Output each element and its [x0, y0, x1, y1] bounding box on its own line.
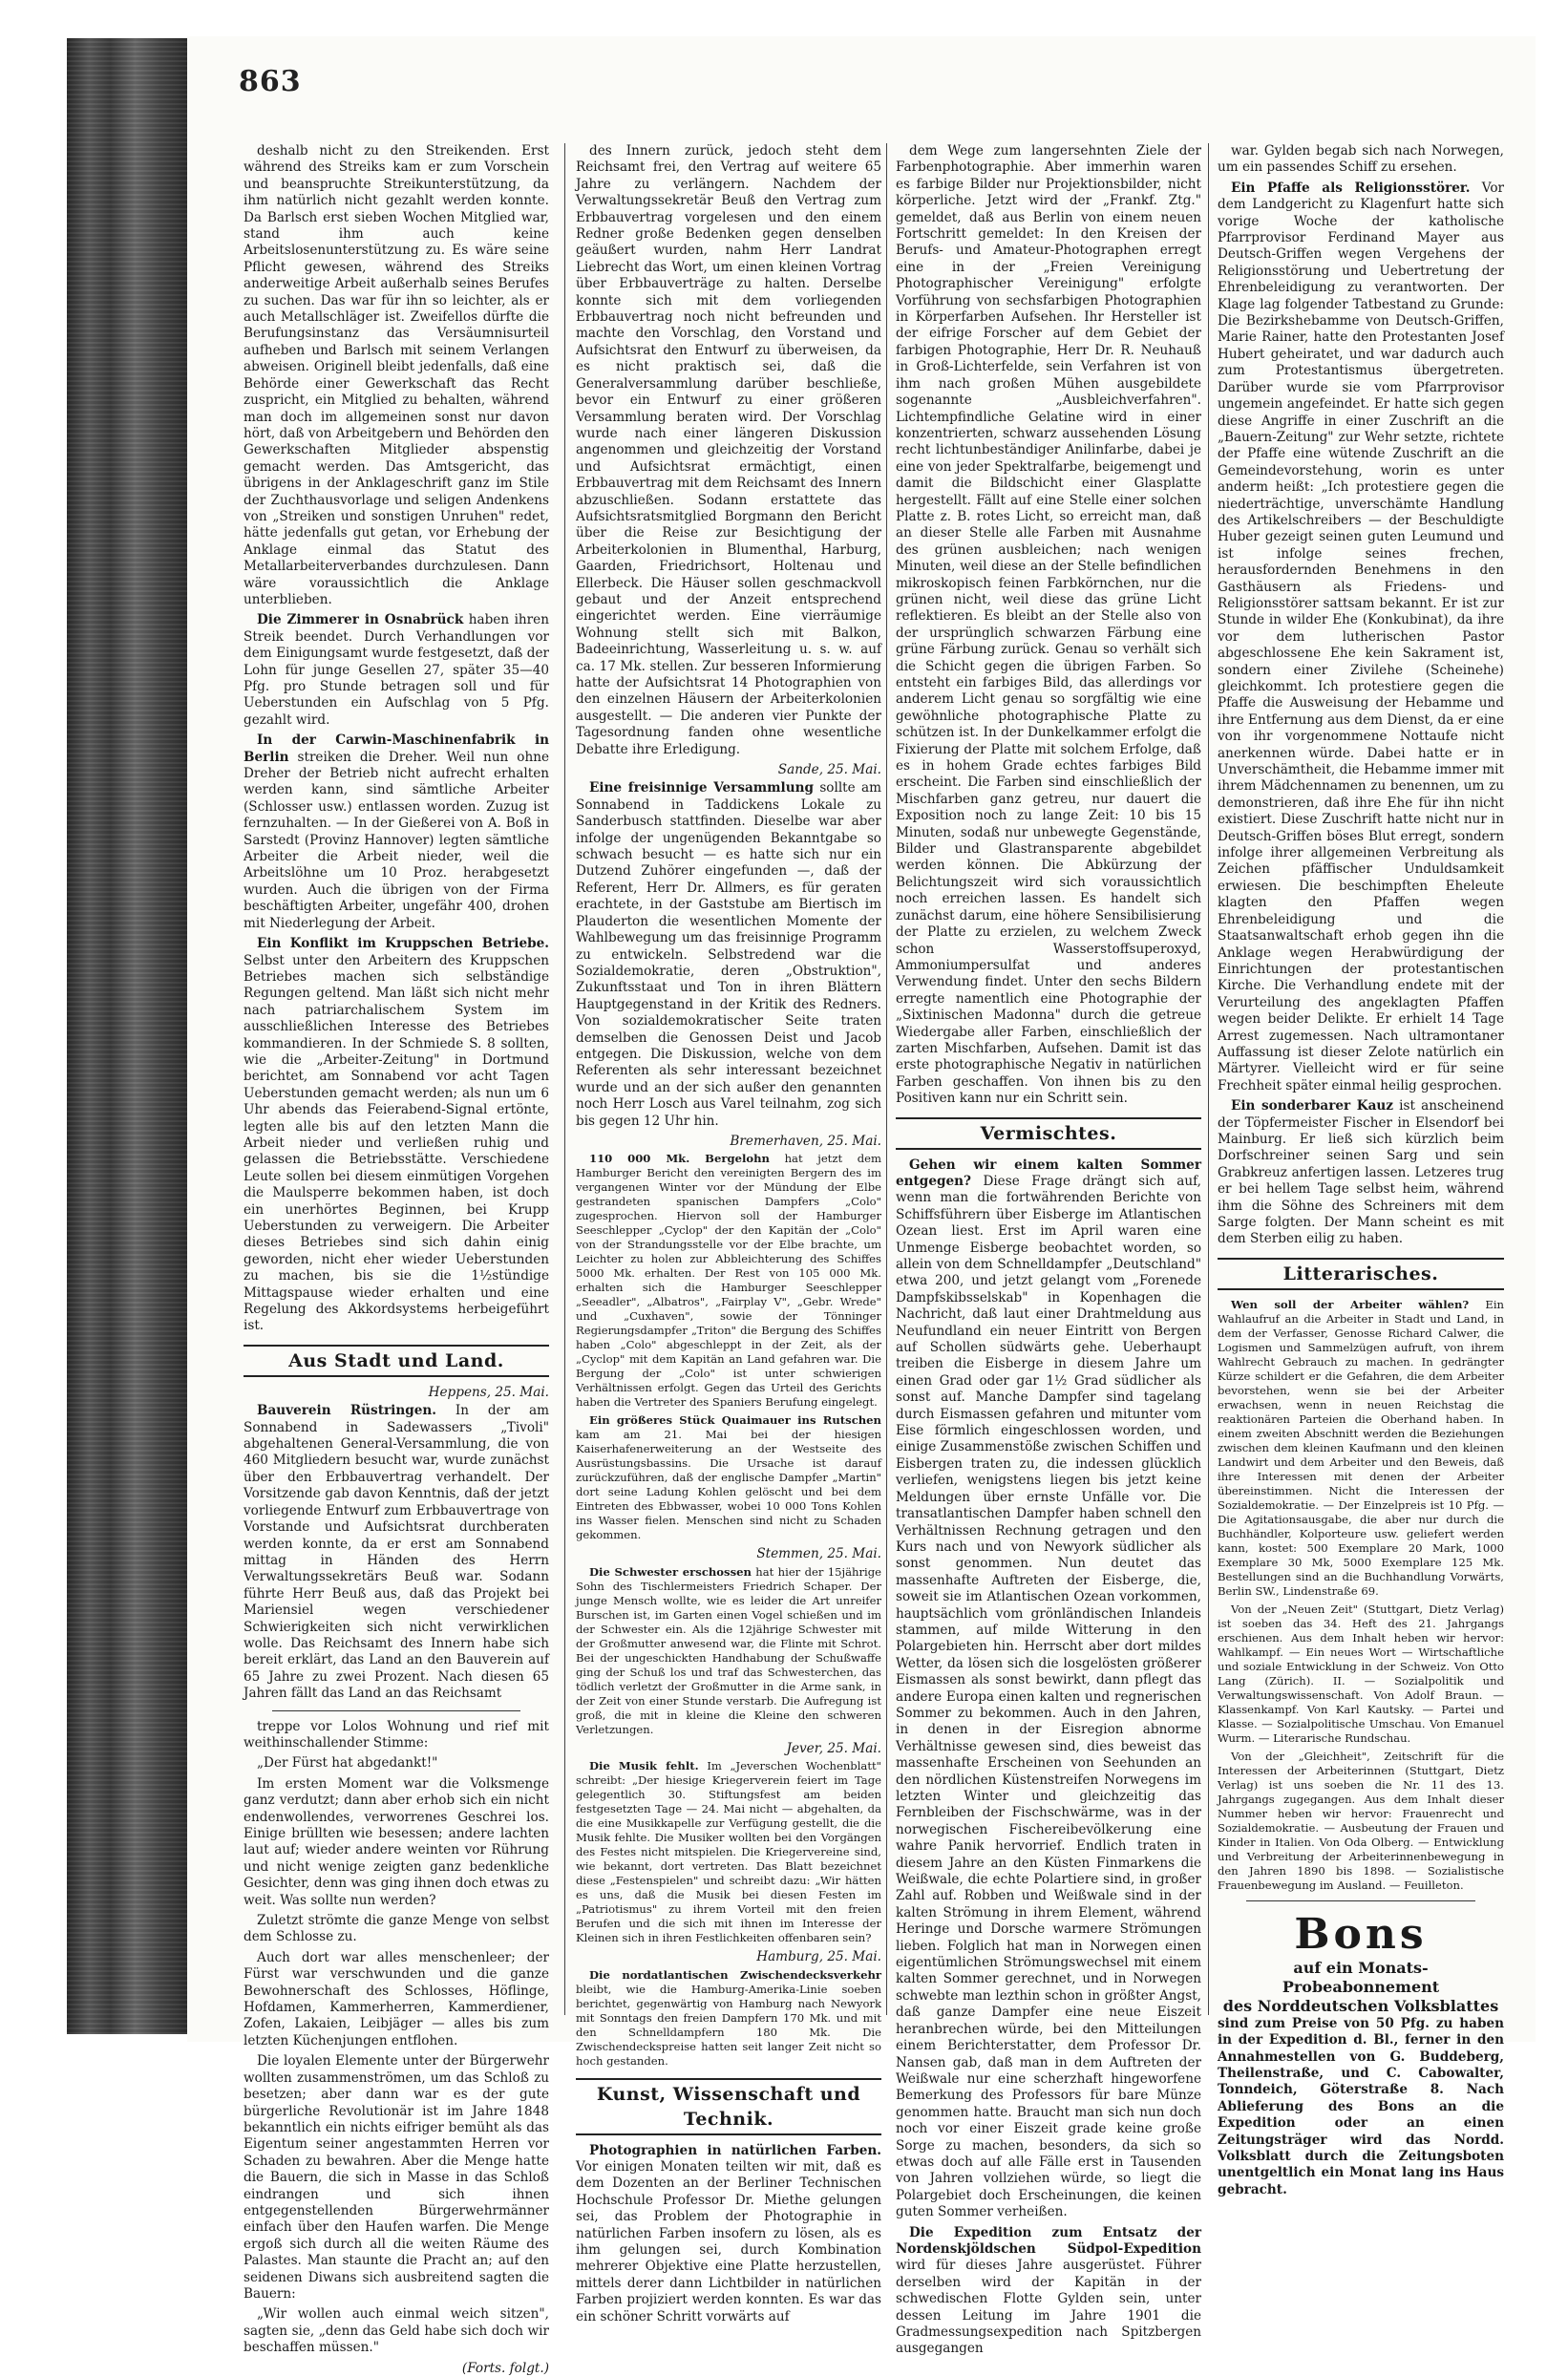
feuilleton-paragraph: Zuletzt strömte die ganze Menge von selbst dem Schlosse zu.: [244, 1913, 549, 1945]
section-heading: Vermischtes.: [896, 1117, 1201, 1150]
dateline: Heppens, 25. Mai.: [428, 1384, 549, 1400]
article-text: hat jetzt dem Hamburger Bericht den vereinigten Bergern des im vergangenen Winter vor der Mündung der Elbe gestrandeten spanischen Dampfers „Colo" zugesprochen. Hiervon soll der Hamburger Seeschlepper „Cyclop" der den Kapitän der „Colo" von der Strandungsstelle vor der Elbe brachte, um Leichter zu holen zur Abbleichterung des Schiffes 5000 Mk. erhalten. Der Rest von 105 000 Mk. erhalten sich die Hamburger Seeschlepper „Seeadler", „Albatros", „Fairplay V", „Gebr. Wrede" und „Cuxhaven", sowie der Tönninger Regierungsdampfer „Triton" die Bergung des Schiffes haben „Colo" abgeschleppt in der Zeit, als der „Cyclop" mit dem Kapitän an Land gefahren war. Die Bergung der „Colo" ist unter schwierigen Verhältnissen erfolgt. Gegen das Urteil des Gerichts haben die Vertreter des Spaniers Berufung eingelegt.: [576, 1152, 881, 1410]
column-divider: [886, 143, 887, 2015]
article-text: Vor einigen Monaten teilten wir mit, daß es dem Dozenten an der Berliner Technischen Hochschule Professor Dr. Miethe gelungen sei, das Problem der Photographie in natürlichen Farben insofern zu lösen, als es ihm gelungen sei, durch Kombination mehrerer Objektive eine Platte herzustellen, mittels derer dann Lichtbilder in natürlichen Farben projiziert werden konnten. Es war das ein schöner Schritt vorwärts auf: [576, 2159, 881, 2324]
article-lead: Bauverein Rüstringen.: [257, 1403, 436, 1419]
feuilleton-paragraph: Die loyalen Elemente unter der Bürgerwehr wollten zusammenströmen, um das Schloß zu besetzen; aber dann war es der gute bürgerliche Revolutionär ist im Jahre 1848 bekanntlich ein nichts eifriger bemüht als das Eigentum seiner angestammten Herren vor Schaden zu bewahren. Aber die Menge hatte die Bauern, die sich in Masse in das Schloß eindrangen und sich ihnen entgegenstellenden Bürgerwehrmänner einfach über den Haufen warfen. Die Menge ergoß sich durch all die weiten Räume des Palastes. Man staunte die Pracht an; auf den seidenen Diwans sich ausbreitend sagten die Bauern:: [244, 2053, 549, 2302]
feuilleton-paragraph: „Der Fürst hat abgedankt!": [257, 1755, 438, 1772]
dateline: Bremerhaven, 25. Mai.: [730, 1133, 881, 1149]
article-lead: Die Musik fehlt.: [589, 1759, 699, 1773]
ad-title: Bons: [1294, 1909, 1428, 1959]
dateline: Stemmen, 25. Mai.: [756, 1546, 881, 1562]
article-lead: Ein Konflikt im Kruppschen Betriebe.: [257, 936, 549, 952]
feuilleton-paragraph: „Wir wollen auch einmal weich sitzen", sagten sie, „denn das Geld habe sich doch wir beschaffen müssen.": [244, 2306, 549, 2356]
article-lead: Die nordatlantischen Zwischendecksverkehr: [589, 1967, 881, 1982]
article-paragraph: dem Wege zum langersehnten Ziele der Farbenphotographie. Aber immerhin waren es farbige Bilder nur Projektionsbilder, nicht körperliche. Jetzt wird der „Frankf. Ztg." gemeldet, daß aus Berlin von einem neuen Fortschritt gemeldet: In den Kreisen der Berufs- und Amateur-Photographen erregt eine in der „Freien Vereinigung Photographischer Vereinigung" erfolgte Vorführung von sechsfarbigen Photographien in Körperfarben Aufsehen. Ihr Hersteller ist der eifrige Forscher auf dem Gebiet der farbigen Photographie, Herr Dr. R. Neuhauß in Groß-Lichterfelde, sein Verfahren ist von ihm nach großen Mühen ausgebildete sogenannte „Ausbleichverfahren". Lichtempfindliche Gelatine wird in einer konzentrierten, schwarz aussehenden Lösung recht lichtunbeständiger Anilinfarbe, dabei je eine von jeder Spektralfarbe, beigemengt und damit die Bildschicht einer Glasplatte hergestellt. Fällt auf eine Stelle einer solchen Platte z. B. rotes Licht, so erreicht man, daß an dieser Stelle alle Farben mit Ausnahme des grünen ausbleichen; nach wenigen Minuten, weil diese an der Stelle befindlichen mikroskopisch feinen Farbkörnchen, nur die grünen nicht, weil diese das grüne Licht reflektieren. Es bleibt an der Stelle also von der ursprünglich schwarzen Färbung eine grüne Färbung zurück. Genau so verhält sich die Schicht gegen die übrigen Farben. So entsteht ein farbiges Bild, das allerdings vor anderem Licht genau so sorgfältig wie eine gewöhnliche photographische Platte zu schützen ist. In der Dunkelkammer erfolgt die Fixierung der Platte mit solchem Erfolge, daß es in hohem Grade echtes farbiges Bild erscheint. Die Farben sind einschließlich der Mischfarben ganz getreu, nur dauert die Exposition noch zu lange Zeit: 10 bis 15 Minuten, sodaß nur unbewegte Gegenstände, Bilder und Glastransparente abgebildet werden können. Die Abkürzung der Belichtungszeit wird sich voraussichtlich noch erreichen lassen. Es handelt sich zunächst darum, eine höhere Sensibilisierung der Platte zu erzielen, zu welchem Zweck schon Wasserstoffsuperoxyd, Ammoniumpersulfat und anderes Verwendung findet. Unter den sechs Bildern erregte namentlich eine Photographie der „Sixtinischen Madonna" durch die getreue Wiedergabe aller Farben, einschließlich der zarten Mischfarben, Aufsehen. Damit ist das erste photographische Negativ in natürlichen Farben geschaffen. Von ihnen bis zu den Positiven kann nur ein Schritt sein.: [896, 143, 1201, 1107]
article-paragraph: [1218, 1298, 1504, 1599]
column-2: [576, 143, 881, 2324]
article-text: Im „Jeverschen Wochenblatt" schreibt: „Der hiesige Kriegerverein feiert im Tage gelegentlich 30. Stiftungsfest am beiden festgesetzten Tage — 24. Mai nicht — abgehalten, da die eine Musikkapelle zur Verfügung gestellt, die die Musik fehlte. Die Musiker wollten bei den Vorgängen des Festes nicht mitspielen. Die Kriegervereine sind, wie bekannt, dort vertreten. Das Blatt bezeichnet diese „Festenspielen" und schreibt dazu: „Wir hätten es uns, daß die Musik bei diesen Festen im „Patriotismus" zu ihrem Vorteil mit den freien Berufen und die sich mit ihnen im Interesse der Kleinen sich in ihren Festlichkeiten offenbaren sein?: [576, 1759, 881, 1945]
column-divider: [1208, 143, 1209, 2015]
article-text: hat hier der 15jährige Sohn des Tischlermeisters Friedrich Schaper. Der junge Mensch wollte, wie es leider die Art unreifer Burschen ist, im Garten einen Vogel schießen und im der Schwester ein. Als die 12jährige Schwester mit der Großmutter anwesend war, die Flinte mit Schrot. Bei der ungeschickten Handhabung der Schußwaffe ging der Schuß los und traf das Schwesterchen, das tödlich verletzt der Großmutter in die Arme sank, in der Zeit von einer Stunde verstarb. Die Aufregung ist groß, die mit in kleine die Kleine den schweren Verletzungen.: [576, 1564, 881, 1736]
article-text: Diese Frage drängt sich auf, wenn man die fortwährenden Berichte von Schiffsführern über Eisberge im Atlantischen Ozean liest. Erst im April waren eine Unmenge Eisberge beobachtet worden, so allein von dem Schnelldampfer „Deutschland" etwa 200, und jetzt gelangt vom „Forenede Dampfskibsselskab" in Kopenhagen die Nachricht, daß laut einer Drahtmeldung aus Neufundland ein neuer Eintritt von Bergen auf Schollen südwärts gehe. Ueberhaupt treiben die Eisberge in diesem Jahre um einen Grad oder gar 1½ Grad südlicher als sonst auf. Manche Dampfer sind tagelang durch Eismassen gefahren und mitunter vom Eise förmlich eingeschlossen worden, und einige Zusammenstöße zwischen Schiffen und Eisbergen traten zu, die indessen glücklich verliefen, wenigstens liegen bis jetzt keine Meldungen über ernste Unfälle vor. Die transatlantischen Dampfer haben schnell den Verhältnissen Rechnung getragen und den Kurs nach und von Newyork südlicher als sonst genommen. Nun deutet das massenhafte Auftreten der Eisberge, die, soweit sie im Atlantischen Ozean vorkommen, hauptsächlich vom grönländischen Inlandeis stammen, auf milde Witterung in den Polargebieten hin. Herrscht aber dort mildes Wetter, da lösen sich die losgelösten größerer Eismassen als sonst bewirkt, dann pflegt das andere Europa einen kalten und regnerischen Sommer zu bekommen. Auch in den Jahren, in denen in der Eisregion abnorme Verhältnisse gewesen sind, dies beweist das massenhafte Erscheinen von Seehunden an den nördlichen Küstenstreifen Norwegens im letzten Winter und gleichzeitig das Fernbleiben der Fischschwärme, was in der norwegischen Fischereibevölkerung eine wahre Panik hervorrief. Endlich traten in diesem Jahre an den Küsten Finmarkens die Weißwale, die echte Polartiere sind, in großer Zahl auf. Robben und Weißwale sind in der kalten Strömung in ihrem Element, während Heringe und Dorsche warmere Strömungen lieben. Folglich hat man in Norwegen einen eigentümlichen Strömungswechsel mit einem kalten Sommer gerechnet, und in Norwegen schwebte man lezthin schon in größter Angst, daß ganze Dampfer eine neue Eiszeit heranbrechen würde, bei den Mitteilungen einem Berichterstatter, dem Professor Dr. Nansen gab, daß man in dem Auftreten der Weißwale nur eine scherzhaft hingeworfene Bemerkung des Professors für bare Münze genommen hatte. Braucht man sich nun doch noch vor einer Eiszeit grade keine große Sorge zu machen, besonders, da sich so etwas doch auf alle Fälle erst in Tausenden von Jahren vollziehen würde, so liegt die Polargebiet doch Erscheinungen, die keinen guten Sommer verheißen.: [896, 1173, 1201, 2220]
article-paragraph: [244, 1403, 549, 1702]
article-paragraph: [576, 1968, 881, 2069]
article-text: Vor dem Landgericht zu Klagenfurt hatte sich vorige Woche der katholische Pfarrprovisor Ferdinand Mayer aus Deutsch-Griffen wegen Vergehens der Religionsstörung und Uebertretung der Ehrenbeleidigung zu verantworten. Der Klage lag folgender Tatbestand zu Grunde: Die Bezirkshebamme von Deutsch-Griffen, Marie Rainer, hatte den Protestanten Josef Hubert geheiratet, und war dadurch auch zum Protestantismus übergetreten. Darüber wurde sie vom Pfarrprovisor ungemein angefeindet. Er hatte sich gegen diese Angriffe in einer Zuschrift an die „Bauern-Zeitung" zur Wehr setzte, richtete der Pfaffe eine wütende Zuschrift an die Gemeindevorstehung, worin es unter anderm heißt: „Ich protestiere gegen die niederträchtige, unverschämte Handlung des Artikelschreibers — der Beschuldigte Huber gezeigt seinen guten Leumund und ist infolge seines frechen, herausfordernden Benehmens in den Gasthäusern als Friedens- und Religionsstörer sattsam bekannt. Er ist zur Stunde in wilder Ehe (Konkubinat), da ihre vor dem lutherischen Pastor abgeschlossene Ehe kein Sakrament ist, sondern einer Zivilehe (Scheinehe) gleichkommt. Ich protestiere gegen die Pfaffe die Ausweisung der Hebamme und ihre Entfernung aus dem Dienst, da er eine von ihr vorgenommene Nottaufe nicht anerkennen würde. Dabei hatte er in Unverschämtheit, die Hebamme immer mit ihrem Mädchennamen zu benennen, um zu demonstrieren, daß ihre Ehe für ihn nicht existiert. Diese Zuschrift hatte nicht nur in Deutsch-Griffen böses Blut erregt, sondern infolge ihrer allgemeinen Verbreitung als Zeichen pfäffischer Unduldsamkeit erwiesen. Die beschimpften Eheleute klagten den Pfaffen wegen Ehrenbeleidigung und die Staatsanwaltschaft erhob gegen ihn die Anklage wegen Herabwürdigung der Einrichtungen der protestantischen Kirche. Die Verhandlung endete mit der Verurteilung des angeklagten Pfaffen wegen beider Delikte. Er erhielt 14 Tage Arrest zugemessen. Nach ultramontaner Auffassung ist dieser Zelote natürlich ein Märtyrer. Vielleicht wird er für seine Frechheit später einmal heilig gesprochen.: [1218, 180, 1505, 1093]
article-paragraph: [896, 1157, 1201, 2221]
section-heading: Aus Stadt und Land.: [244, 1345, 549, 1377]
feuilleton-paragraph: treppe vor Lolos Wohnung und rief mit weithinschallender Stimme:: [244, 1718, 549, 1751]
article-text: Selbst unter den Arbeitern des Kruppschen Betriebes machen sich selbständige Regungen geltend. Man läßt sich nicht mehr nach patriarchalischem System im ausschließlichen Interesse des Betriebes kommandieren. In der Schmiede S. 8 sollten, wie die „Arbeiter-Zeitung" in Dortmund berichtet, am Sonnabend vor acht Tagen Ueberstunden gemacht werden; als nun um 6 Uhr abends das Feierabend-Signal ertönte, legten alle bis auf den letzten Mann die Arbeit nieder und verließen ruhig und gelassen die Betriebsstätte. Verschiedene Leute sollen bei diesem einmütigen Vorgehen die Maulsperre bekommen haben, ist doch ein unerhörtes Beginnen, bei Krupp Ueberstunden zu verweigern. Die Arbeiter dieses Betriebes sind sich dahin einig geworden, nicht eher wieder Ueberstunden zu machen, bis sie die 1½stündige Mittagspause wieder erhalten und eine Regelung des Akkordsystems herbeigeführt ist.: [244, 952, 549, 1334]
article-paragraph: [576, 780, 881, 1130]
column-4: [1218, 143, 1505, 2197]
article-lead: Ein sonderbarer Kauz: [1231, 1098, 1393, 1114]
article-paragraph: [244, 732, 549, 932]
column-3: [896, 143, 1201, 2357]
column-1: [244, 143, 549, 2376]
article-paragraph: [1218, 1098, 1504, 1248]
article-lead: Die Expedition zum Entsatz der Nordenskjöldschen Südpol-Expedition: [896, 2224, 1201, 2257]
dateline: Hamburg, 25. Mai.: [756, 1949, 881, 1965]
article-paragraph: Von der „Gleichheit", Zeitschrift für die Interessen der Arbeiterinnen (Stuttgart, Dietz Verlag) ist uns soeben die Nr. 11 des 13. Jahrgangs zugegangen. Aus dem Inhalt dieser Nummer heben wir hervor: Frauenrecht und Sozialdemokratie. — Ausbeutung der Frauen und Kinder in Italien. Von Oda Olberg. — Entwicklung und Verbreitung der Arbeiterinnenbewegung in den Jahren 1890 bis 1898. — Sozialistische Frauenbewegung im Ausland. — Feuilleton.: [1218, 1749, 1504, 1892]
article-lead: Eine freisinnige Versammlung: [589, 780, 814, 796]
column-divider: [564, 143, 565, 2015]
article-text: In der am Sonnabend in Sadewassers „Tivoli" abgehaltenen General-Versammlung, die von 460 Mitgliedern besucht war, wurde zunächst über den Erbbauvertrag verhandelt. Der Vorsitzende gab davon Kenntnis, daß der jetzt vorliegende Entwurf zum Erbbauvertrage von Vorstande und Aufsichtsrat durchberaten werden konnte, da er erst am Sonnabend mittag in Händen des Herrn Verwaltungssekretärs Beuß war. Sodann führte Herr Beuß aus, daß das Projekt bei Mariensiel wegen verschiedener Schwierigkeiten sich nicht verwirklichen wolle. Das Reichsamt des Innern habe sich bereit erklärt, das Land an den Bauverein auf 65 Jahre zu zwei Prozent. Nach diesen 65 Jahren fällt das Land an das Reichsamt: [244, 1403, 549, 1702]
section-heading: Kunst, Wissenschaft und Technik.: [576, 2078, 881, 2135]
article-text: sollte am Sonnabend in Taddickens Lokale zu Sanderbusch stattfinden. Dieselbe war aber infolge der ungenügenden Bekanntgabe so schwach besucht — es hatte sich nur ein Dutzend Zuhörer eingefunden —, daß der Referent, Herr Dr. Allmers, es für geraten erachtete, in der Gaststube am Biertisch im Plauderton die wesentlichen Momente der Wahlbewegung um das freisinnige Programm zu entwickeln. Selbstredend war die Sozialdemokratie, deren „Obstruktion", Zukunftsstaat und Ton in ihren Blättern Hauptgegenstand in der Kritik des Redners. Von sozialdemokratischer Seite traten demselben die Genossen Deist und Jacob entgegen. Die Diskussion, welche von dem Referenten als sehr interessant bezeichnet wurde und an der sich außer den genannten noch Herr Losch aus Varel teilnahm, zog sich bis gegen 12 Uhr hin.: [576, 780, 881, 1129]
article-paragraph: des Innern zurück, jedoch steht dem Reichsamt frei, den Vertrag auf weitere 65 Jahre zu verlängern. Nachdem der Verwaltungssekretär Beuß den Vertrag zum Erbbauvertrag vorgelesen und den einem Redner große Bedenken gegen denselben geäußert wurden, nahm Herr Landrat Liebrecht das Wort, um einen kleinen Vortrag über Erbbauverträge zu halten. Derselbe konnte sich mit dem vorliegenden Erbbauvertrag noch nicht befreunden und machte den Vorschlag, den Vorstand und Aufsichtsrat den Entwurf zu überweisen, da es nicht praktisch sei, daß die Generalversammlung darüber beschließe, bevor ein Entwurf zu einer größeren Versammlung beraten wird. Der Vorschlag wurde nach einer längeren Diskussion angenommen und gleichzeitig der Vorstand und Aufsichtsrat ermächtigt, einen Erbbauvertrag mit dem Reichsamt des Innern abzuschließen. Sodann erstattete das Aufsichtsratsmitglied Borgmann den Bericht über die Reise zur Besichtigung der Arbeiterkolonien in Blumenthal, Harburg, Gaarden, Friedrichsort, Holtenau und Ellerbeck. Die Häuser sollen geschmackvoll gebaut und der Anzeit entsprechend eingerichtet werden. Eine vierräumige Wohnung stellt sich mit Balkon, Badeeinrichtung, Wasserleitung u. s. w. auf ca. 17 Mk. stellen. Zur besseren Informierung hatte der Aufsichtsrat 14 Photographien von den einzelnen Häusern der Arbeiterkolonien ausgestellt. — Die anderen vier Punkte der Tagesordnung fanden ohne wesentliche Debatte ihre Erledigung.: [576, 143, 881, 757]
article-paragraph: [244, 612, 549, 729]
article-paragraph: [576, 1413, 881, 1542]
dateline: Jever, 25. Mai.: [786, 1740, 881, 1756]
ad-subtitle: auf ein Monats-Probeabonnement: [1282, 1958, 1440, 1996]
article-paragraph: [576, 1152, 881, 1410]
ad-subtitle: des Norddeutschen Volksblattes: [1222, 1996, 1499, 2015]
article-text: kam am 21. Mai bei der hiesigen Kaiserhafenerweiterung an der Westseite des Ausrüstungsbassins. Die Ursache ist darauf zurückzuführen, daß der englische Dampfer „Martin" dort seine Ladung Kohlen gelöscht und bei dem Eintreten des Ebbwasser, wobei 10 000 Tons Kohlen ins Wasser fielen. Menschen sind nicht zu Schaden gekommen.: [576, 1428, 881, 1542]
article-lead: Ein Pfaffe als Religionsstörer.: [1231, 180, 1471, 196]
article-paragraph: [244, 936, 549, 1335]
feuilleton-paragraph: Im ersten Moment war die Volksmenge ganz verdutzt; dann aber erhob sich ein nicht endenwollendes, verworrenes Geschrei los. Einige brüllten wie besessen; andere lachten laut auf; wieder andere weinten vor Rührung und nicht wenige zeigten ganz bedenkliche Gesichter, denn was ging ihnen doch etwas zu weit. Was sollte nun werden?: [244, 1775, 549, 1908]
article-text: bleibt, wie die Hamburg-Amerika-Linie soeben berichtet, gegenwärtig von Hamburg nach Newyork mit Sonntags den freien Dampfern 170 Mk. und mit den Schnelldampfern 180 Mk. Die Zwischendeckspreise hatten seit langer Zeit nicht so hoch gestanden.: [576, 1982, 881, 2068]
article-paragraph: [576, 1565, 881, 1737]
article-lead: Die Schwester erschossen: [589, 1564, 752, 1579]
article-lead: In der Carwin-Maschinenfabrik in Berlin: [244, 732, 549, 765]
article-lead: Die Zimmerer in Osnabrück: [257, 612, 464, 628]
article-text: Ein Wahlaufruf an die Arbeiter in Stadt und Land, in dem der Verfasser, Genosse Richard Calwer, die Logismen und Sammelzügen aufruft, von ihrem Wahlrecht Gebrauch zu machen. In gedrängter Kürze schildert er die Gefahren, die dem Arbeiter bevorstehen, wenn sie bei der Arbeiter erwachsen, wenn in neuen Reichstag die reaktionären Parteien die Oberhand haben. In einem zweiten Abschnitt werden die Beziehungen zwischen dem kleinen Kaufmann und den kleinen Landwirt und dem Arbeiter und den Beweis, daß ihre Interessen mit denen der Arbeiter übereinstimmen. Nicht die Interessen der Sozialdemokratie. — Der Einzelpreis ist 10 Pfg. — Die Agitationsausgabe, die aber nur durch die Buchhändler, Kolporteure usw. geliefert werden kann, kostet: 500 Exemplare 20 Mark, 1000 Exemplare 30 Mk, 5000 Exemplare 125 Mk. Bestellungen sind an die Buchhandlung Vorwärts, Berlin SW., Lindenstraße 69.: [1218, 1297, 1504, 1598]
article-lead: Gehen wir einem kalten Sommer entgegen?: [896, 1157, 1201, 1189]
article-lead: 110 000 Mk. Bergelohn: [589, 1152, 770, 1166]
section-heading: Litterarisches.: [1218, 1258, 1504, 1290]
article-text: wird für dieses Jahre ausgerüstet. Führer derselben wird der Kapitän in der schwedischen Flotte Gylden sein, unter dessen Leitung im Jahre 1901 die Gradmessungsexpedition nach Spitzbergen ausgegangen: [896, 2258, 1201, 2357]
continued-note: (Forts. folgt.): [461, 2360, 549, 2376]
article-lead: Photographien in natürlichen Farben.: [589, 2142, 881, 2158]
ad-body: sind zum Preise von 50 Pfg. zu haben in der Expedition d. Bl., ferner in den Annahmestellen von G. Buddeberg, Theilenstraße, und C. Cabowalter, Tonndeich, Göterstraße 8. Nach Ablieferung des Bons an die Expedition oder an einen Zeitungsträger wird das Nordd. Volksblatt durch die Zeitungsboten unentgeltlich ein Monat lang ins Haus gebracht.: [1218, 2015, 1504, 2197]
page-number: 863: [239, 65, 302, 98]
dateline: Sande, 25. Mai.: [777, 762, 881, 778]
article-paragraph: deshalb nicht zu den Streikenden. Erst während des Streiks kam er zum Vorschein und beanspruchte Streikunterstützung, da ihm natürlich nicht gezahlt werden konnte. Da Barlsch erst sieben Wochen Mitglied war, stand ihm auch keine Arbeitslosenunterstützung zu. Es wäre seine Pflicht gewesen, während des Streiks anderweitige Arbeit außerhalb seines Berufes zu suchen. Das war für ihn so leichter, als er auch Metallschläger ist. Zweifellos dürfte die Berufungsinstanz das Versäumnisurteil aufheben und Barlsch mit seinem Verlangen abweisen. Originell bleibt jedenfalls, daß eine Behörde einer Gewerkschaft das Recht zuspricht, ein Mitglied zu behalten, während man doch im allgemeinen sonst nur davon hört, daß von Arbeitgebern und Behörden den Gewerkschaften Mitglieder abspenstig gemacht werden. Das Amtsgericht, das übrigens in der Anklageschrift ganz im Stile der Zuchthausvorlage und seligen Andenkens von „Streiken und sonstigen Unruhen" redet, hätte jedenfalls gut getan, vor Erhebung der Anklage einmal das Statut des Metallarbeiterverbandes durchzulesen. Dann wäre voraussichtlich die Anklage unterblieben.: [244, 143, 549, 607]
divider-rule: [1246, 1900, 1475, 1901]
article-paragraph: [896, 2225, 1201, 2358]
article-lead: Wen soll der Arbeiter wählen?: [1231, 1297, 1470, 1311]
article-paragraph: war. Gylden begab sich nach Norwegen, um ein passendes Schiff zu ersehen.: [1218, 143, 1504, 176]
divider-rule: [272, 1710, 520, 1711]
article-paragraph: [1218, 180, 1504, 1094]
article-text: ist anscheinend der Töpfermeister Fischer in Elsendorf bei Mainburg. Er ließ sich kürzlich beim Dorfschreiner seinen Sarg und sein Grabkreuz anfertigen lassen. Letzeres trug er bei hellem Tage selbst heim, während ihm die Söhne des Schreiners mit dem Sarge folgten. Der Mann scheint es mit dem Sterben eilig zu haben.: [1218, 1098, 1504, 1247]
article-paragraph: Von der „Neuen Zeit" (Stuttgart, Dietz Verlag) ist soeben das 34. Heft des 21. Jahrgangs erschienen. Aus dem Inhalt heben wir hervor: Wahlkampf. — Ein neues Wort — Wirtschaftliche und soziale Entwicklung in der Schweiz. Von Otto Lang (Zürich). II. — Sozialpolitik und Verwaltungswissenschaft. Von Adolf Braun. — Klassenkampf. Von Karl Kautsky. — Partei und Klasse. — Sozialpolitische Umschau. Von Emanuel Wurm. — Literarische Rundschau.: [1218, 1602, 1504, 1745]
article-lead: Ein größeres Stück Quaimauer ins Rutschen: [589, 1413, 881, 1428]
text-columns: [244, 143, 1505, 2376]
article-text: streiken die Dreher. Weil nun ohne Dreher der Betrieb nicht aufrecht erhalten werden kann, sind sämtliche Arbeiter (Schlosser usw.) entlassen worden. Zuzug ist fernzuhalten. — In der Gießerei von A. Boß in Sarstedt (Provinz Hannover) legten sämtliche Arbeiter die Arbeit nieder, weil die Arbeitslöhne um 10 Proz. herabgesetzt wurden. Auch die übrigen von der Firma beschäftigten Arbeiter, ungefähr 400, drohen mit Niederlegung der Arbeit.: [244, 749, 549, 931]
book-binding-edge: [67, 38, 191, 2034]
article-text: haben ihren Streik beendet. Durch Verhandlungen vor dem Einigungsamt wurde festgesetzt, daß der Lohn für junge Gesellen 27, später 35—40 Pfg. pro Stunde betragen soll und für Ueberstunden ein Aufschlag von 5 Pfg. gezahlt wird.: [244, 612, 549, 728]
feuilleton-paragraph: Auch dort war alles menschenleer; der Fürst war verschwunden und die ganze Bewohnerschaft des Schlosses, Höflinge, Hofdamen, Kammerherren, Kammerdiener, Zofen, Lakaien, Leibjäger — alles bis zum letzten Küchenjungen entflohen.: [244, 1949, 549, 2048]
article-paragraph: [576, 1759, 881, 1945]
article-paragraph: [576, 2143, 881, 2325]
